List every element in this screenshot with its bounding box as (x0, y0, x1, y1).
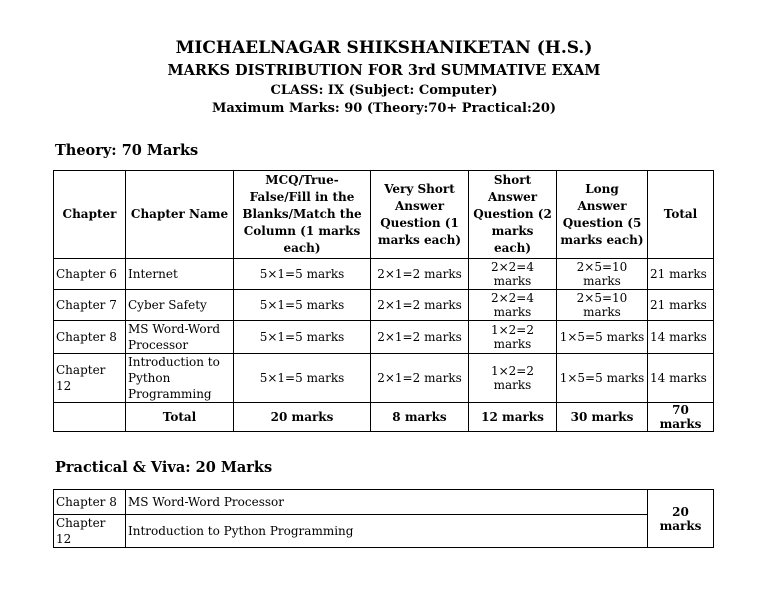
class-info: CLASS: IX (Subject: Computer) (270, 83, 498, 98)
col-header-short: Short Answer Question (2 marks each) (469, 171, 557, 259)
long-total: 30 marks (557, 403, 648, 432)
chapter-cell: Chapter 8 (54, 321, 126, 354)
total-cell: 21 marks (648, 290, 714, 321)
empty-cell (54, 403, 126, 432)
mcq-total: 20 marks (234, 403, 371, 432)
very-short-cell: 2×1=2 marks (371, 354, 469, 403)
total-cell: 14 marks (648, 354, 714, 403)
col-header-chapter-name: Chapter Name (126, 171, 234, 259)
mcq-cell: 5×1=5 marks (234, 321, 371, 354)
exam-title: MARKS DISTRIBUTION FOR 3rd SUMMATIVE EXAM (167, 62, 601, 79)
theory-section-title: Theory: 70 Marks (55, 142, 199, 159)
mcq-cell: 5×1=5 marks (234, 354, 371, 403)
chapter-name-cell: Introduction to Python Programming (126, 354, 234, 403)
short-cell: 1×2=2 marks (469, 321, 557, 354)
practical-section-title: Practical & Viva: 20 Marks (55, 459, 273, 476)
school-name: MICHAELNAGAR SHIKSHANIKETAN (H.S.) (175, 38, 593, 58)
chapter-cell: Chapter 12 (54, 354, 126, 403)
short-total: 12 marks (469, 403, 557, 432)
very-short-cell: 2×1=2 marks (371, 321, 469, 354)
long-cell: 1×5=5 marks (557, 354, 648, 403)
max-marks-info: Maximum Marks: 90 (Theory:70+ Practical:20) (211, 101, 557, 116)
very-short-cell: 2×1=2 marks (371, 290, 469, 321)
grand-total: 70 marks (648, 403, 714, 432)
col-header-long: Long Answer Question (5 marks each) (557, 171, 648, 259)
chapter-cell: Chapter 6 (54, 259, 126, 290)
total-row (54, 403, 714, 432)
chapter-name-cell: Introduction to Python Programming (126, 515, 648, 548)
col-header-chapter: Chapter (54, 171, 126, 259)
very-short-total: 8 marks (371, 403, 469, 432)
total-cell: 14 marks (648, 321, 714, 354)
chapter-name-cell: MS Word-Word Processor (126, 321, 234, 354)
total-label: Total (126, 403, 234, 432)
table-row (54, 259, 714, 290)
chapter-name-cell: MS Word-Word Processor (126, 490, 648, 515)
table-row (54, 490, 714, 515)
very-short-cell: 2×1=2 marks (371, 259, 469, 290)
theory-marks-table (53, 170, 714, 432)
total-cell: 21 marks (648, 259, 714, 290)
chapter-cell: Chapter 7 (54, 290, 126, 321)
col-header-mcq: MCQ/True-False/Fill in the Blanks/Match the Column (1 marks each) (234, 171, 371, 259)
table-row (54, 321, 714, 354)
mcq-cell: 5×1=5 marks (234, 259, 371, 290)
table-row (54, 290, 714, 321)
practical-total: 20 marks (648, 490, 714, 548)
short-cell: 2×2=4 marks (469, 259, 557, 290)
chapter-cell: Chapter 8 (54, 490, 126, 515)
mcq-cell: 5×1=5 marks (234, 290, 371, 321)
long-cell: 2×5=10 marks (557, 290, 648, 321)
theory-header-row (54, 171, 714, 259)
long-cell: 2×5=10 marks (557, 259, 648, 290)
short-cell: 1×2=2 marks (469, 354, 557, 403)
short-cell: 2×2=4 marks (469, 290, 557, 321)
col-header-very-short: Very Short Answer Question (1 marks each) (371, 171, 469, 259)
document-header (0, 36, 768, 118)
table-row (54, 354, 714, 403)
practical-marks-table (53, 489, 714, 548)
table-row (54, 515, 714, 548)
chapter-name-cell: Internet (126, 259, 234, 290)
chapter-name-cell: Cyber Safety (126, 290, 234, 321)
col-header-total: Total (648, 171, 714, 259)
long-cell: 1×5=5 marks (557, 321, 648, 354)
chapter-cell: Chapter 12 (54, 515, 126, 548)
